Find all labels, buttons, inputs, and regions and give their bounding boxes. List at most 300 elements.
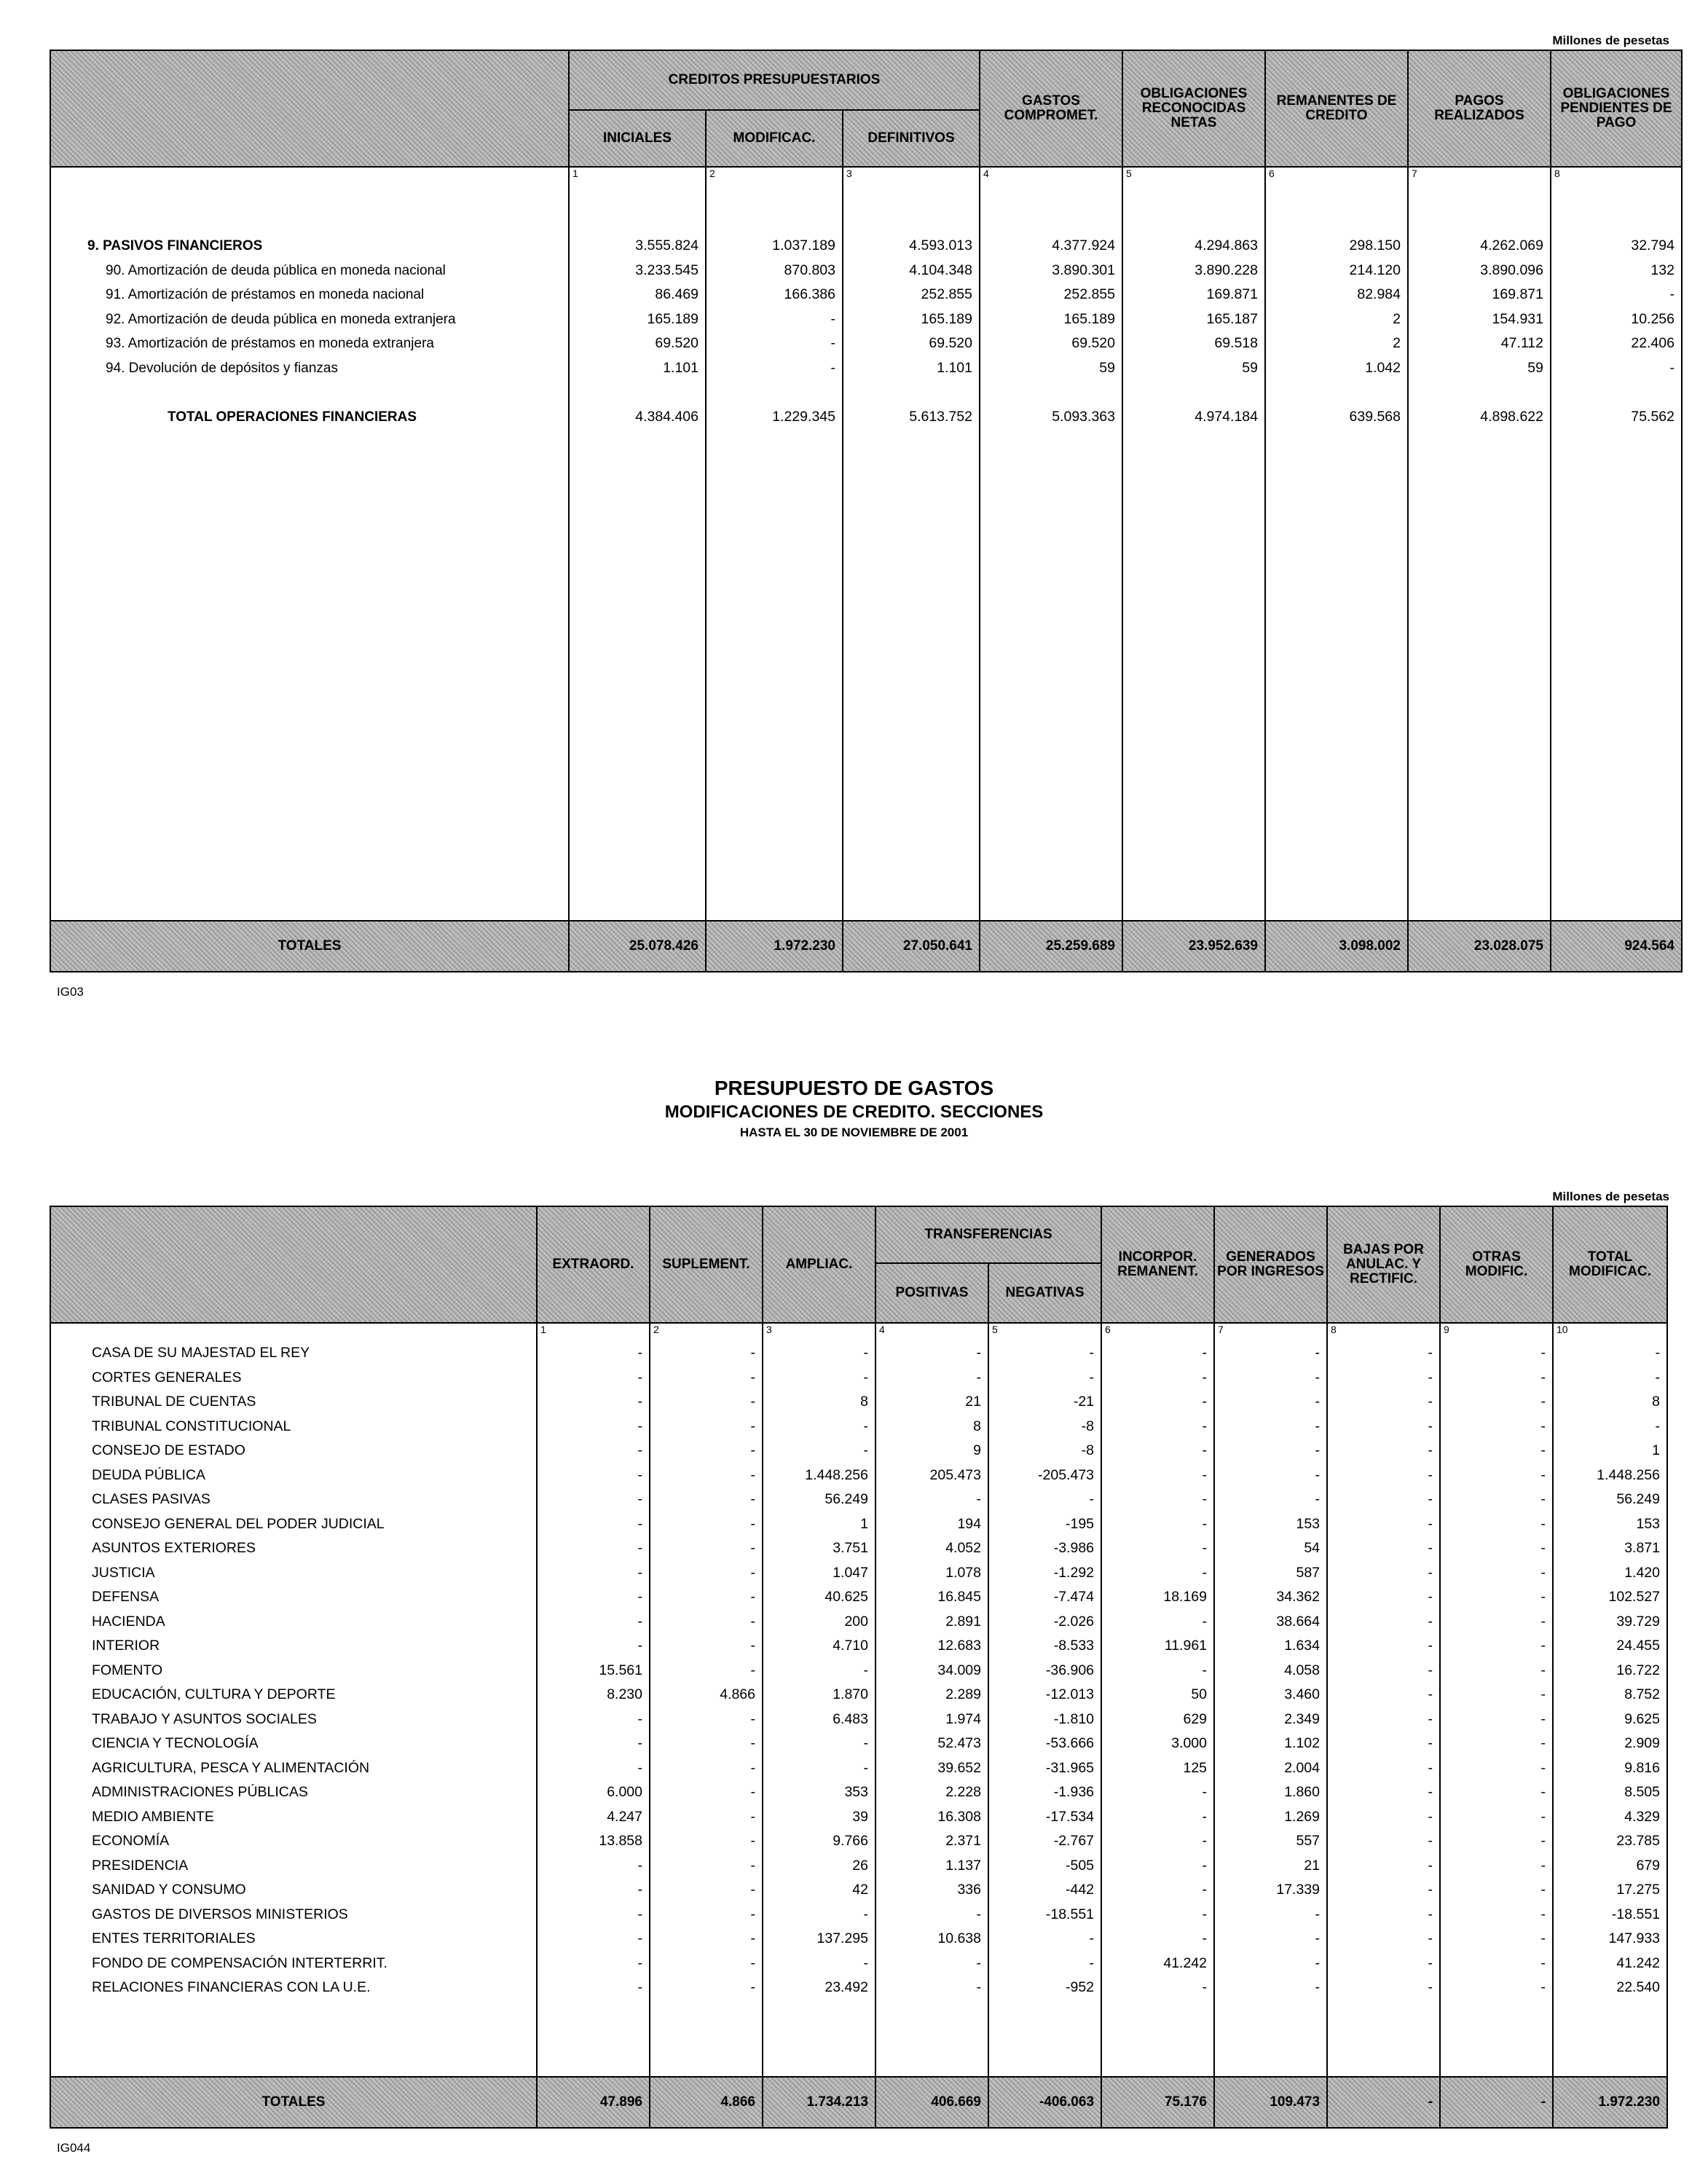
cell-value: 1.101	[663, 359, 698, 376]
cell-value: -	[976, 1906, 981, 1922]
cell-value: -	[1669, 286, 1674, 302]
cell-value: -	[976, 1954, 981, 1971]
cell-value: -	[1202, 1394, 1208, 1410]
cell-value: -	[863, 1418, 868, 1434]
row-label: 92. Amortización de deuda pública en moneda extranjera	[106, 311, 456, 327]
row-label: CIENCIA Y TECNOLOGÍA	[92, 1735, 259, 1751]
cell-value: 2.371	[945, 1833, 981, 1849]
spacer-line	[51, 210, 568, 235]
cell-value: 1.448.256	[805, 1466, 868, 1483]
cell-value: -	[637, 1638, 642, 1654]
cell-value: -	[1202, 1369, 1208, 1386]
cell-value: 1	[1652, 1442, 1661, 1458]
cell-value: -	[637, 1710, 642, 1727]
cell-value: 39.729	[1616, 1613, 1661, 1630]
cell-value: -53.666	[1045, 1735, 1095, 1751]
cell-value: 39.652	[937, 1759, 981, 1776]
cell-value: -505	[1065, 1857, 1095, 1874]
cell-value: 4.104.348	[909, 262, 972, 278]
row-label: EDUCACIÓN, CULTURA Y DEPORTE	[92, 1686, 336, 1702]
page-subtitle: MODIFICACIONES DE CREDITO. SECCIONES	[664, 1102, 1044, 1122]
cell-value: -	[830, 310, 835, 327]
cell-value: 639.568	[1349, 408, 1401, 425]
cell-value: -205.473	[1038, 1466, 1095, 1483]
cell-value: -	[750, 1906, 755, 1922]
cell-value: 22.540	[1616, 1979, 1661, 1995]
cell-value: 21	[1304, 1857, 1321, 1874]
cell-value: 69.520	[1071, 335, 1115, 351]
cell-value: 4.866	[720, 1686, 755, 1702]
row-label: DEFENSA	[92, 1589, 160, 1605]
cell-value: -	[637, 1735, 642, 1751]
cell-value: 10.256	[1631, 310, 1674, 327]
cell-value: 16.308	[937, 1808, 981, 1825]
cell-value: 17.275	[1616, 1882, 1661, 1898]
cell-value: 21	[965, 1394, 981, 1410]
row-label: ECONOMÍA	[92, 1833, 170, 1849]
totals-value: 47.896	[537, 2077, 650, 2128]
cell-value: 54	[1304, 1540, 1321, 1556]
cell-value: 4.974.184	[1195, 408, 1258, 425]
cell-value: -	[863, 1735, 868, 1751]
spacer-line	[707, 380, 842, 405]
cell-value: -8	[1081, 1442, 1095, 1458]
cell-value: -	[750, 1442, 755, 1458]
cell-value: 1.860	[1284, 1784, 1321, 1800]
cell-value: -	[1540, 1345, 1546, 1361]
cell-value: -31.965	[1045, 1759, 1095, 1776]
cell-value: 3.890.228	[1195, 262, 1258, 278]
cell-value: -1.810	[1053, 1710, 1095, 1727]
cell-value: 3.751	[833, 1540, 868, 1556]
row-labels	[50, 185, 569, 921]
cell-value: 153	[1636, 1515, 1661, 1532]
value-column	[706, 185, 843, 921]
spacer-line	[1409, 210, 1550, 235]
cell-value: -	[750, 1491, 755, 1507]
totals-label: TOTALES	[50, 921, 569, 972]
table-code-1: IG03	[57, 985, 84, 999]
cell-value: 39	[852, 1808, 868, 1825]
row-label: ASUNTOS EXTERIORES	[92, 1540, 256, 1556]
totals-value: -	[1440, 2077, 1553, 2128]
value-column	[537, 1341, 650, 2077]
cell-value: 870.803	[784, 262, 835, 278]
column-number: 2	[706, 167, 843, 185]
spacer-line	[1123, 380, 1264, 405]
cell-value: -	[637, 1857, 642, 1874]
cell-value: -	[750, 1589, 755, 1605]
row-label: 9. PASIVOS FINANCIEROS	[87, 238, 263, 254]
column-number: 9	[1440, 1323, 1553, 1341]
cell-value: -36.906	[1045, 1662, 1095, 1678]
row-label: FOMENTO	[92, 1662, 163, 1678]
column-number: 1	[537, 1323, 650, 1341]
spacer-line	[1266, 380, 1407, 405]
table-creditos	[50, 50, 1683, 972]
cell-value: 166.386	[784, 286, 835, 302]
spacer-line	[1551, 210, 1681, 235]
cell-value: 16.722	[1616, 1662, 1661, 1678]
cell-value: -	[1315, 1491, 1321, 1507]
cell-value: -	[1428, 1442, 1433, 1458]
cell-value: 1.229.345	[772, 408, 835, 425]
cell-value: -	[1540, 1759, 1546, 1776]
cell-value: -	[750, 1808, 755, 1825]
cell-value: -	[750, 1564, 755, 1581]
row-label: TRIBUNAL DE CUENTAS	[92, 1394, 256, 1410]
cell-value: -	[1315, 1418, 1321, 1434]
header-transferencias: TRANSFERENCIAS	[875, 1206, 1101, 1263]
cell-value: -	[1540, 1466, 1546, 1483]
cell-value: -	[1315, 1930, 1321, 1946]
cell-value: 4.377.924	[1052, 237, 1115, 254]
cell-value: -	[750, 1784, 755, 1800]
cell-value: 16.845	[937, 1589, 981, 1605]
cell-value: 1.042	[1365, 359, 1401, 376]
header-remanentes: REMANENTES DE CREDITO	[1265, 50, 1408, 167]
cell-value: 41.242	[1616, 1954, 1661, 1971]
row-label: ENTES TERRITORIALES	[92, 1930, 256, 1946]
column-number: 2	[650, 1323, 763, 1341]
cell-value: 165.189	[1063, 310, 1115, 327]
cell-value: -	[1315, 1466, 1321, 1483]
cell-value: 1.037.189	[772, 237, 835, 254]
cell-value: -	[1540, 1735, 1546, 1751]
spacer-line	[843, 380, 979, 405]
cell-value: -	[637, 1589, 642, 1605]
header-creditos: CREDITOS PRESUPUESTARIOS	[569, 50, 980, 110]
cell-value: 169.871	[1206, 286, 1258, 302]
header-generados: GENERADOS POR INGRESOS	[1214, 1206, 1327, 1323]
row-label: 90. Amortización de deuda pública en moneda nacional	[106, 262, 446, 278]
cell-value: -	[1428, 1784, 1433, 1800]
cell-value: -	[637, 1345, 642, 1361]
row-label: 93. Amortización de préstamos en moneda extranjera	[106, 336, 434, 351]
cell-value: 165.187	[1206, 310, 1258, 327]
cell-value: -	[1315, 1369, 1321, 1386]
column-number: 6	[1101, 1323, 1214, 1341]
cell-value: 50	[1191, 1686, 1208, 1702]
value-column	[988, 1341, 1101, 2077]
cell-value: 59	[1099, 359, 1115, 376]
cell-value: 3.890.301	[1052, 262, 1115, 278]
spacer-line	[843, 210, 979, 235]
cell-value: -442	[1065, 1882, 1095, 1898]
cell-value: -	[1540, 1906, 1546, 1922]
cell-value: -8	[1081, 1418, 1095, 1434]
cell-value: -	[1428, 1564, 1433, 1581]
cell-value: -2.767	[1053, 1833, 1095, 1849]
cell-value: -	[637, 1613, 642, 1630]
column-number: 3	[843, 167, 980, 185]
cell-value: -	[1202, 1442, 1208, 1458]
row-label: AGRICULTURA, PESCA Y ALIMENTACIÓN	[92, 1759, 370, 1776]
cell-value: -	[1428, 1906, 1433, 1922]
cell-value: 4.329	[1624, 1808, 1661, 1825]
cell-value: -	[637, 1954, 642, 1971]
cell-value: -	[1669, 359, 1674, 376]
cell-value: -	[976, 1491, 981, 1507]
totals-value: 25.078.426	[569, 921, 706, 972]
cell-value: -	[1540, 1394, 1546, 1410]
spacer-line	[570, 210, 705, 235]
cell-value: 69.520	[655, 335, 698, 351]
cell-value: -7.474	[1053, 1589, 1095, 1605]
cell-value: -	[1202, 1418, 1208, 1434]
cell-value: -	[1202, 1979, 1208, 1995]
totals-value: 924.564	[1551, 921, 1682, 972]
cell-value: 47.112	[1500, 335, 1543, 351]
cell-value: -	[863, 1442, 868, 1458]
cell-value: 18.169	[1163, 1589, 1208, 1605]
totals-value: 27.050.641	[843, 921, 980, 972]
spacer-line	[1266, 210, 1407, 235]
cell-value: -	[750, 1394, 755, 1410]
header-extraord: EXTRAORD.	[537, 1206, 650, 1323]
row-label: TRIBUNAL CONSTITUCIONAL	[92, 1418, 291, 1434]
value-column	[763, 1341, 875, 2077]
colnum-blank-2	[50, 1323, 537, 1341]
cell-value: 10.638	[937, 1930, 981, 1946]
cell-value: -	[750, 1515, 755, 1532]
unit-label-1: Millones de pesetas	[1552, 34, 1669, 47]
cell-value: 1.870	[833, 1686, 868, 1702]
cell-value: -	[750, 1759, 755, 1776]
cell-value: 11.961	[1164, 1638, 1208, 1654]
cell-value: -	[1540, 1515, 1546, 1532]
header-blank-2	[50, 1206, 537, 1323]
value-column	[1553, 1341, 1667, 2077]
cell-value: -	[1089, 1954, 1095, 1971]
cell-value: 86.469	[655, 286, 698, 302]
row-label: TOTAL OPERACIONES FINANCIERAS	[168, 409, 417, 425]
cell-value: -	[1540, 1369, 1546, 1386]
row-label: ADMINISTRACIONES PÚBLICAS	[92, 1784, 308, 1800]
cell-value: -1.936	[1053, 1784, 1095, 1800]
cell-value: -	[637, 1759, 642, 1776]
column-number: 1	[569, 167, 706, 185]
cell-value: 154.931	[1492, 310, 1543, 327]
cell-value: 2	[1393, 310, 1401, 327]
totals-value: 109.473	[1214, 2077, 1327, 2128]
cell-value: -12.013	[1045, 1686, 1095, 1702]
cell-value: -	[863, 1662, 868, 1678]
cell-value: -	[1540, 1564, 1546, 1581]
column-number: 3	[763, 1323, 875, 1341]
cell-value: -	[637, 1491, 642, 1507]
column-number: 5	[988, 1323, 1101, 1341]
totals-value: 3.098.002	[1265, 921, 1408, 972]
cell-value: 38.664	[1276, 1613, 1321, 1630]
page-title: PRESUPUESTO DE GASTOS	[714, 1077, 994, 1099]
cell-value: 8.505	[1624, 1784, 1661, 1800]
cell-value: -	[1315, 1394, 1321, 1410]
cell-value: -18.551	[1611, 1906, 1661, 1922]
cell-value: 15.561	[599, 1662, 642, 1678]
cell-value: 8	[860, 1394, 868, 1410]
cell-value: -	[1202, 1882, 1208, 1898]
value-column	[1551, 185, 1682, 921]
cell-value: 298.150	[1349, 237, 1401, 254]
value-column	[1408, 185, 1551, 921]
header-total: TOTAL MODIFICAC.	[1553, 1206, 1667, 1323]
cell-value: 1.974	[945, 1710, 981, 1727]
cell-value: -	[1428, 1930, 1433, 1946]
cell-value: 1.420	[1624, 1564, 1661, 1581]
cell-value: -	[750, 1613, 755, 1630]
value-column	[875, 1341, 988, 2077]
cell-value: -952	[1065, 1979, 1095, 1995]
row-label: CONSEJO DE ESTADO	[92, 1442, 245, 1458]
cell-value: 6.000	[607, 1784, 642, 1800]
cell-value: -	[750, 1345, 755, 1361]
cell-value: -18.551	[1045, 1906, 1095, 1922]
cell-value: 4.710	[833, 1638, 868, 1654]
row-label: CLASES PASIVAS	[92, 1491, 210, 1507]
cell-value: 2.289	[945, 1686, 981, 1702]
row-label: FONDO DE COMPENSACIÓN INTERTERRIT.	[92, 1954, 387, 1971]
spacer-line	[570, 380, 705, 405]
cell-value: 4.052	[945, 1540, 981, 1556]
column-number: 7	[1408, 167, 1551, 185]
row-label: SANIDAD Y CONSUMO	[92, 1882, 246, 1898]
row-label: JUSTICIA	[92, 1564, 155, 1581]
cell-value: -17.534	[1045, 1808, 1095, 1825]
cell-value: 13.858	[599, 1833, 642, 1849]
cell-value: 41.242	[1163, 1954, 1208, 1971]
cell-value: -	[1202, 1491, 1208, 1507]
cell-value: 147.933	[1608, 1930, 1661, 1946]
unit-label-2: Millones de pesetas	[1552, 1190, 1669, 1203]
cell-value: -	[1540, 1540, 1546, 1556]
header-positivas: POSITIVAS	[875, 1263, 988, 1323]
value-column	[650, 1341, 763, 2077]
spacer-line	[1409, 380, 1550, 405]
cell-value: 8	[973, 1418, 981, 1434]
cell-value: 1.047	[833, 1564, 868, 1581]
spacer-line	[980, 380, 1122, 405]
row-label: DEUDA PÚBLICA	[92, 1466, 206, 1483]
cell-value: -	[863, 1369, 868, 1386]
cell-value: -	[750, 1882, 755, 1898]
cell-value: 3.871	[1624, 1540, 1661, 1556]
row-label: CASA DE SU MAJESTAD EL REY	[92, 1345, 310, 1361]
cell-value: 4.058	[1284, 1662, 1321, 1678]
cell-value: -	[637, 1369, 642, 1386]
cell-value: -	[1202, 1613, 1208, 1630]
cell-value: -	[1540, 1491, 1546, 1507]
cell-value: -	[1428, 1808, 1433, 1825]
cell-value: -	[1428, 1638, 1433, 1654]
cell-value: -8.533	[1053, 1638, 1095, 1654]
row-label: MEDIO AMBIENTE	[92, 1808, 214, 1825]
cell-value: -	[1089, 1491, 1095, 1507]
cell-value: -	[1540, 1686, 1546, 1702]
cell-value: -	[863, 1954, 868, 1971]
cell-value: -	[750, 1540, 755, 1556]
cell-value: 2.909	[1624, 1735, 1661, 1751]
cell-value: -	[1202, 1833, 1208, 1849]
spacer-line	[707, 210, 842, 235]
cell-value: -	[1540, 1662, 1546, 1678]
value-column	[1327, 1341, 1440, 2077]
value-column	[980, 185, 1122, 921]
cell-value: -	[1428, 1613, 1433, 1630]
cell-value: -	[1428, 1710, 1433, 1727]
cell-value: 56.249	[825, 1491, 868, 1507]
cell-value: -	[1202, 1930, 1208, 1946]
header-obligaciones: OBLIGACIONES RECONOCIDAS NETAS	[1122, 50, 1265, 167]
cell-value: -	[1540, 1638, 1546, 1654]
cell-value: -	[750, 1833, 755, 1849]
cell-value: -	[1089, 1930, 1095, 1946]
cell-value: 3.890.096	[1480, 262, 1543, 278]
cell-value: -	[1540, 1418, 1546, 1434]
cell-value: -	[1428, 1979, 1433, 1995]
cell-value: 75.562	[1631, 408, 1674, 425]
cell-value: -	[1202, 1906, 1208, 1922]
cell-value: 8.230	[607, 1686, 642, 1702]
totals-value: 406.669	[875, 2077, 988, 2128]
cell-value: 5.093.363	[1052, 408, 1115, 425]
cell-value: 24.455	[1616, 1638, 1661, 1654]
row-label: HACIENDA	[92, 1613, 165, 1630]
cell-value: 4.898.622	[1480, 408, 1543, 425]
cell-value: -	[1089, 1369, 1095, 1386]
cell-value: 194	[957, 1515, 981, 1532]
cell-value: 1.448.256	[1597, 1466, 1661, 1483]
cell-value: -	[1428, 1369, 1433, 1386]
cell-value: 6.483	[833, 1710, 868, 1727]
cell-value: 56.249	[1616, 1491, 1661, 1507]
cell-value: 132	[1650, 262, 1674, 278]
spacer-line	[51, 185, 568, 210]
totals-label: TOTALES	[50, 2077, 537, 2128]
cell-value: 9	[973, 1442, 981, 1458]
column-number: 7	[1214, 1323, 1327, 1341]
cell-value: -	[1202, 1515, 1208, 1532]
cell-value: 34.362	[1276, 1589, 1321, 1605]
cell-value: -	[976, 1345, 981, 1361]
table-code-2: IG044	[57, 2141, 91, 2155]
cell-value: -	[1540, 1979, 1546, 1995]
header-pagos: PAGOS REALIZADOS	[1408, 50, 1551, 167]
cell-value: -	[750, 1662, 755, 1678]
cell-value: 4.593.013	[909, 237, 972, 254]
cell-value: -	[1202, 1857, 1208, 1874]
totals-value: 4.866	[650, 2077, 763, 2128]
cell-value: 69.518	[1214, 335, 1258, 351]
cell-value: -195	[1065, 1515, 1095, 1532]
cell-value: -	[1202, 1784, 1208, 1800]
row-label: RELACIONES FINANCIERAS CON LA U.E.	[92, 1979, 371, 1995]
cell-value: -	[1428, 1662, 1433, 1678]
row-label: 91. Amortización de préstamos en moneda nacional	[106, 287, 425, 302]
cell-value: 9.816	[1624, 1759, 1661, 1776]
cell-value: 4.384.406	[635, 408, 698, 425]
cell-value: -2.026	[1053, 1613, 1095, 1630]
row-label: PRESIDENCIA	[92, 1857, 189, 1874]
header-definitivos: DEFINITIVOS	[843, 110, 980, 167]
header-bajas: BAJAS POR ANULAC. Y RECTIFIC.	[1327, 1206, 1440, 1323]
cell-value: 165.189	[921, 310, 972, 327]
table-modificaciones	[50, 1206, 1668, 2129]
cell-value: -	[1540, 1710, 1546, 1727]
cell-value: -	[1540, 1882, 1546, 1898]
cell-value: -	[637, 1515, 642, 1532]
cell-value: 1.102	[1284, 1735, 1321, 1751]
